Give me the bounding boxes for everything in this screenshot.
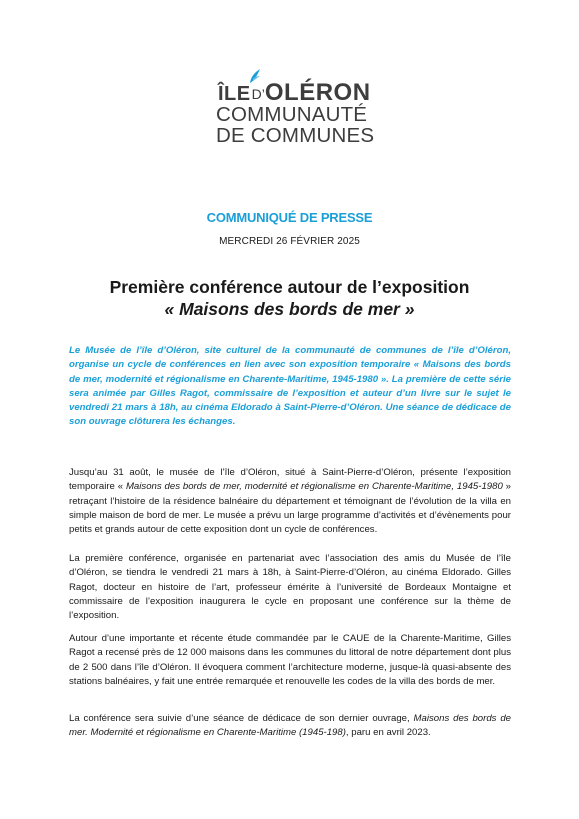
logo-line-communaute: COMMUNAUTÉ (216, 103, 368, 126)
release-date: MERCREDI 26 FÉVRIER 2025 (219, 236, 360, 247)
logo-ile: ÎLE (218, 83, 251, 105)
p4-text-b: , paru en avril 2023. (345, 727, 431, 739)
page-title (40, 276, 539, 320)
p4-text-a: La conférence sera suivie d’une séance de dédicace de son dernier ouvrage, (69, 713, 410, 724)
p4-book-title: Maisons des bords de mer. Modernité et régionalisme en Charente-Maritime (1945-198) (69, 713, 512, 739)
p1-exhibition-title: Maisons des bords de mer, modernité et régionalisme en Charente-Maritime, 1945-1980 (125, 481, 503, 493)
bird-icon (248, 68, 262, 84)
lead-paragraph: Le Musée de l’île d’Oléron, site culturel de la communauté de communes de l’île d’Oléron, organise un cycle de conférences en lien avec son exposition temporaire « Maisons des bords de mer, modernité et régionalisme en Charente-Maritime, 1945-1980 ». La première de cette série sera animée par Gilles Ragot, commissaire de l’exposition et auteur d’un livre sur le sujet le vendredi 21 mars à 18h, au cinéma Eldorado à Saint-Pierre-d’Oléron. Une séance de dédicace de son ouvrage clôturera les échanges. (69, 345, 511, 428)
logo (216, 70, 375, 147)
logo-line-communes: DE COMMUNES (216, 124, 375, 147)
press-release-label: COMMUNIQUÉ DE PRESSE (206, 210, 373, 225)
title-line-1: Première conférence autour de l’exposition (109, 277, 470, 297)
p1-text-b: » retraçant l’histoire de la résidence balnéaire du département et témoignant de l’évolution de la villa en simple maison de bord de mer. Le musée a prévu un large programme d’activités et d’évènements pour petits et grands autour de cette exposition dont un cycle de conférences. (69, 481, 512, 536)
logo-oleron: OLÉRON (264, 79, 371, 106)
body-paragraph-1 (69, 466, 511, 537)
body-paragraph-3: Autour d’une importante et récente étude commandée par le CAUE de la Charente-Maritime, Gilles Ragot a recensé près de 12 000 maisons dans les communes du littoral de notre département dont plus de 2 500 dans l’île d’Oléron. Il évoquera comment l’architecture moderne, jusque-là quasi-absente des stations balnéaires, y fait une entrée remarquée et renouvelle les codes de la villa des bords de mer. (69, 633, 511, 687)
body-paragraph-2: La première conférence, organisée en partenariat avec l’association des amis du Musée de l’île d’Oléron, se tiendra le vendredi 21 mars à 18h, à Saint-Pierre-d’Oléron, au cinéma Eldorado. Gilles Ragot, docteur en histoire de l’art, professeur émérite à l’université de Bordeaux Montaigne et commissaire de l’exposition inaugurera le cycle en proposant une conférence sur la thème de l’exposition. (69, 553, 511, 622)
logo-wordmark (216, 70, 371, 106)
title-line-2: « Maisons des bords de mer » (164, 299, 415, 319)
logo-d: D’ (251, 86, 265, 102)
body-paragraph-4 (69, 712, 511, 741)
p1-text-a: Jusqu’au 31 août, le musée de l’île d’Oléron, situé à Saint-Pierre-d’Oléron, présente l’exposition temporaire « (69, 467, 511, 493)
